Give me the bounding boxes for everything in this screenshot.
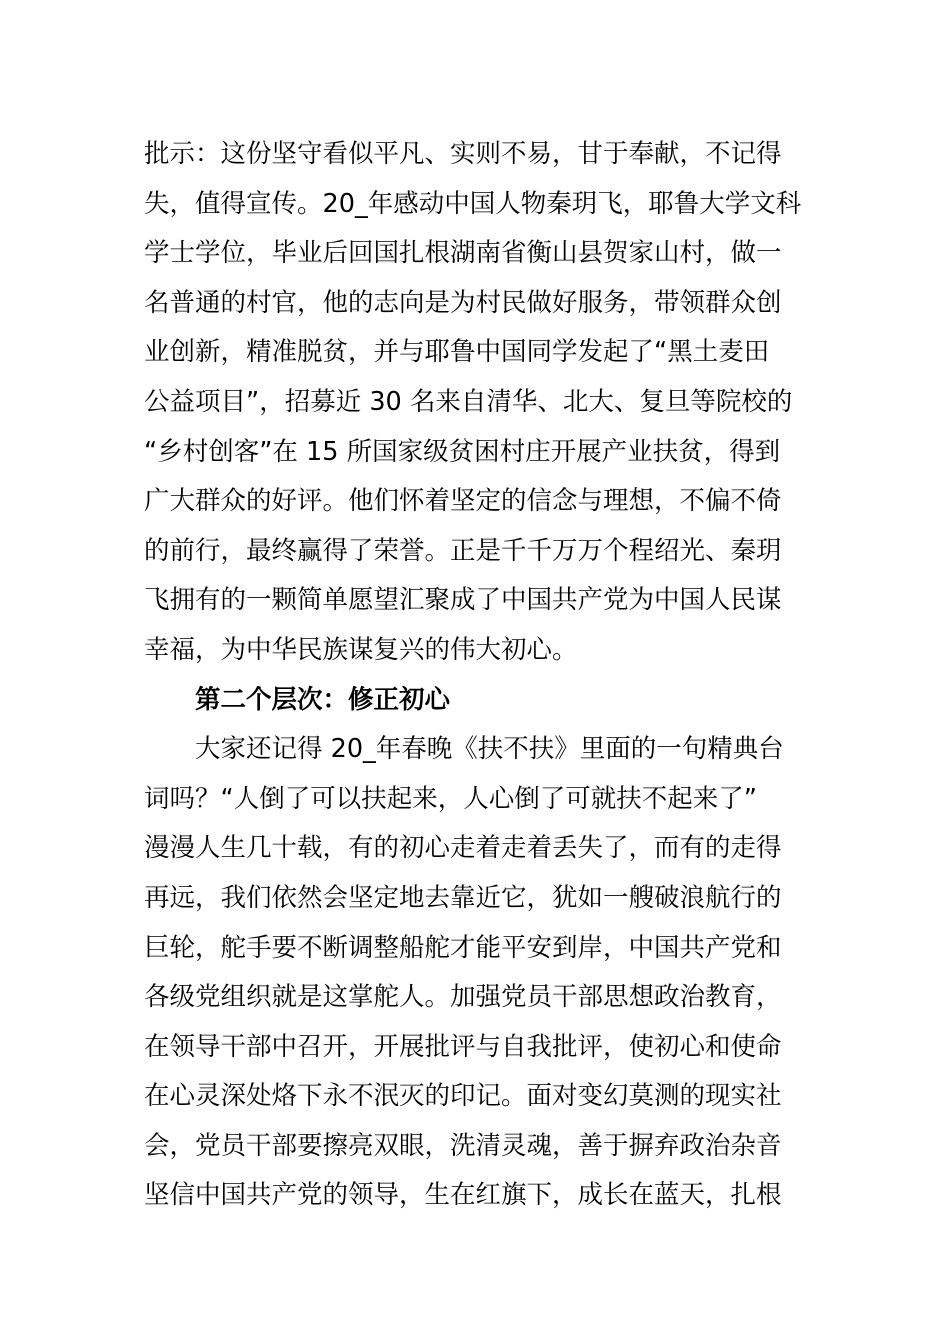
paragraph-line: 大家还记得 20_年春晚《扶不扶》里面的一句精典台 [195,734,784,765]
paragraph-line: “乡村创客”在 15 所国家级贫困村庄开展产业扶贫，得到 [144,436,781,467]
paragraph-line: 广大群众的好评。他们怀着坚定的信念与理想，不偏不倚 [144,486,782,517]
paragraph-1 [144,130,808,676]
paragraph-line: 在领导干部中召开，开展批评与自我批评，使初心和使命 [144,1031,782,1062]
paragraph-line: 飞拥有的一颗简单愿望汇聚成了中国共产党为中国人民谋 [144,585,782,616]
paragraph-line: 会，党员干部要擦亮双眼，洗清灵魂，善于摒弃政治杂音 [144,1130,782,1161]
paragraph-line: 在心灵深处烙下永不泯灭的印记。面对变幻莫测的现实社 [144,1081,782,1112]
paragraph-line: 公益项目”，招募近 30 名来自清华、北大、复旦等院校的 [144,386,793,417]
paragraph-line: 词吗？“人倒了可以扶起来，人心倒了可就扶不起来了” [144,783,757,814]
paragraph-line: 巨轮，舵手要不断调整船舵才能平安到岸，中国共产党和 [144,932,782,963]
paragraph-line: 业创新，精准脱贫，并与耶鲁中国同学发起了“黑土麦田 [144,337,770,368]
paragraph-line: 学士学位，毕业后回国扎根湖南省衡山县贺家山村，做一 [144,238,782,269]
paragraph-line: 的前行，最终赢得了荣誉。正是千千万万个程绍光、秦玥 [144,535,782,566]
paragraph-line: 漫漫人生几十载，有的初心走着走着丢失了，而有的走得 [144,833,782,864]
paragraph-line: 名普通的村官，他的志向是为村民做好服务，带领群众创 [144,287,782,318]
paragraph-line: 幸福，为中华民族谋复兴的伟大初心。 [144,634,578,665]
section-heading: 第二个层次：修正初心 [195,684,451,715]
paragraph-line: 各级党组织就是这掌舵人。加强党员干部思想政治教育， [144,982,782,1013]
paragraph-line: 失，值得宣传。20_年感动中国人物秦玥飞，耶鲁大学文科 [144,188,802,219]
document-body [144,130,808,1221]
paragraph-line: 再远，我们依然会坚定地去靠近它，犹如一艘破浪航行的 [144,882,782,913]
paragraph-2 [144,725,808,1221]
paragraph-line: 坚信中国共产党的领导，生在红旗下，成长在蓝天，扎根 [144,1180,782,1211]
paragraph-line: 批示：这份坚守看似平凡、实则不易，甘于奉献，不记得 [144,139,782,169]
